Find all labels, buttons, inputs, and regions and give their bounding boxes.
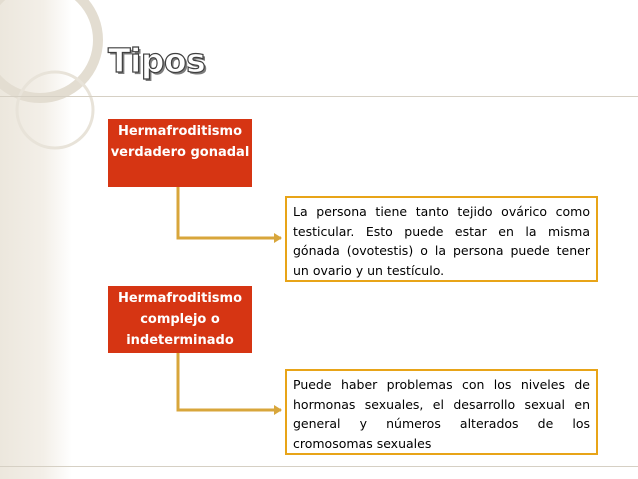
connector-1	[178, 187, 281, 238]
slide-title: Tipos	[108, 41, 206, 80]
description-box-2: Puede haber problemas con los niveles de hormonas sexuales, el desarrollo sexual en general y números alterados de los cromosomas sexuales	[285, 369, 598, 455]
connector-2	[178, 353, 281, 410]
category-box-2: Hermafroditismo complejo o indeterminado	[108, 286, 252, 353]
description-box-1: La persona tiene tanto tejido ovárico como testicular. Esto puede estar en la misma gónada (ovotestis) o la persona puede tener un ovario y un testículo.	[285, 196, 598, 282]
category-box-1: Hermafroditismo verdadero gonadal	[108, 119, 252, 187]
